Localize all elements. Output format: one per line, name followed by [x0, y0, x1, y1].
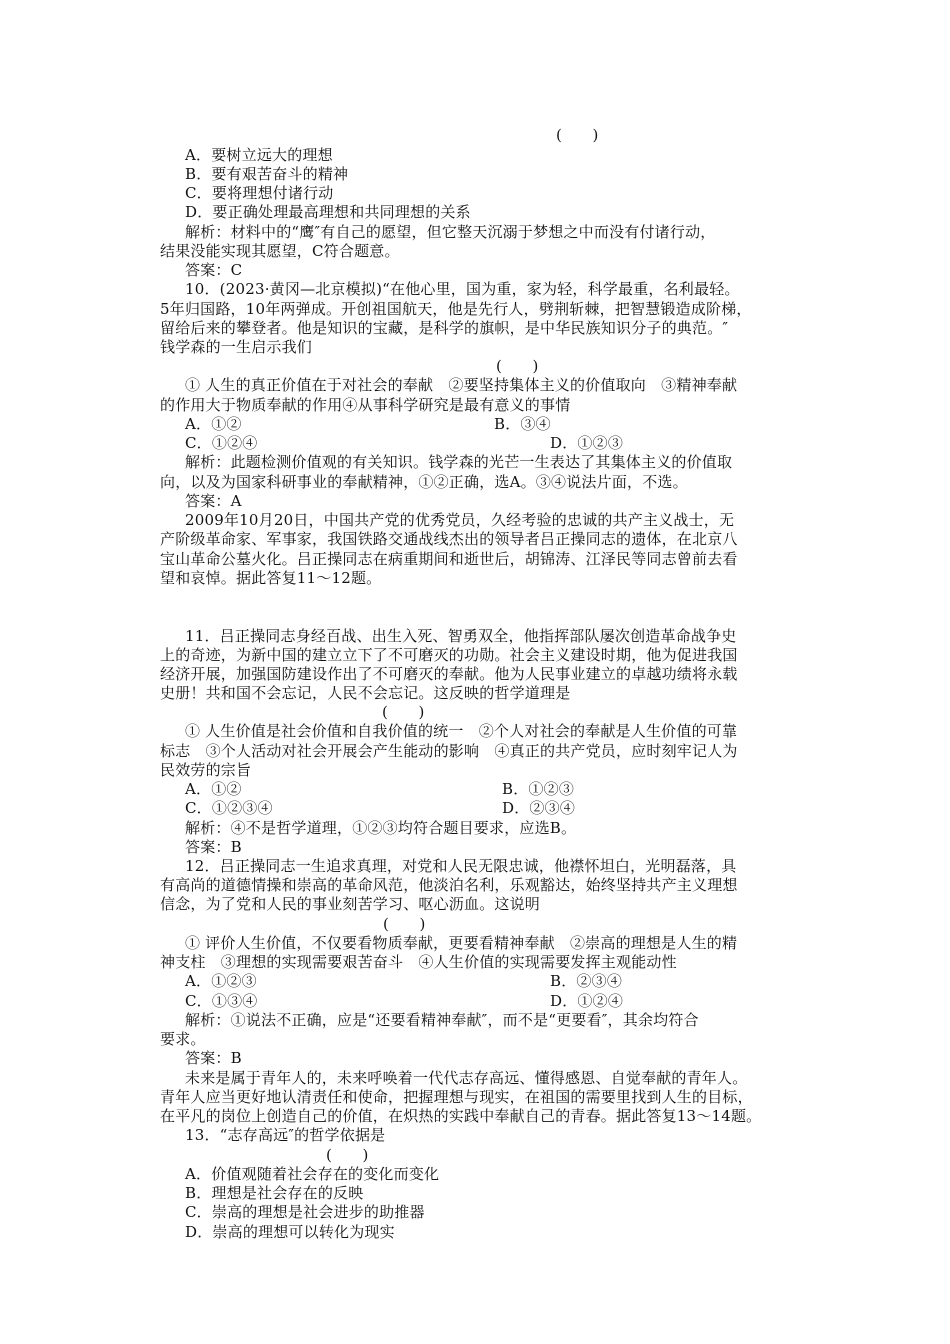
material-paragraph: 宝山革命公墓火化。吕正操同志在病重期间和逝世后，胡锦涛、江泽民等同志曾前去看	[160, 550, 738, 568]
question-10: 钱学森的一生启示我们	[160, 338, 313, 356]
option-a: A．①②	[185, 780, 242, 798]
option-b: B．要有艰苦奋斗的精神	[185, 165, 349, 183]
answer-bracket: ( )	[382, 703, 425, 721]
statement-options: 民效劳的宗旨	[160, 761, 252, 779]
material-paragraph: 未来是属于青年人的，未来呼唤着一代代志存高远、懂得感恩、自觉奉献的青年人。	[185, 1069, 748, 1087]
question-10: 5年归国路，10年两弹成。开创祖国航天，他是先行人，劈荆斩棘，把智慧锻造成阶梯，	[160, 300, 752, 318]
question-11: 经济开展，加强国防建设作出了不可磨灭的奉献。他为人民事业建立的卓越功绩将永载	[160, 665, 738, 683]
statement-options: ① 人生的真正价值在于对社会的奉献 ②要坚持集体主义的价值取向 ③精神奉献	[185, 376, 738, 394]
option-a: A．①②	[185, 415, 242, 433]
option-d: D．①②③	[550, 434, 624, 452]
answer-text: 答案：B	[185, 1049, 242, 1067]
question-12: 12．吕正操同志一生追求真理，对党和人民无限忠诚，他襟怀坦白，光明磊落，具	[185, 857, 737, 875]
option-d: D．崇高的理想可以转化为现实	[185, 1223, 395, 1241]
question-12: 有高尚的道德情操和崇高的革命风范，他淡泊名利，乐观豁达，始终坚持共产主义理想	[160, 876, 738, 894]
question-13: 13．“志存高远″的哲学依据是	[185, 1126, 386, 1144]
statement-options: ① 人生价值是社会价值和自我价值的统一 ②个人对社会的奉献是人生价值的可靠	[185, 722, 738, 740]
answer-bracket: ( )	[326, 1146, 369, 1164]
option-c: C．①②③④	[185, 799, 273, 817]
answer-text: 答案：B	[185, 838, 242, 856]
question-11: 11．吕正操同志身经百战、出生入死、智勇双全，他指挥部队屡次创造革命战争史	[185, 627, 737, 645]
option-c: C．崇高的理想是社会进步的助推器	[185, 1203, 425, 1221]
question-10: 10．(2023·黄冈—北京模拟)“在他心里，国为重，家为轻，科学最重，名利最轻。	[185, 280, 740, 298]
question-11: 上的奇迹，为新中国的建立立下了不可磨灭的功勋。社会主义建设时期，他为促进我国	[160, 646, 738, 664]
answer-text: 答案：C	[185, 261, 243, 279]
question-11: 史册！共和国不会忘记，人民不会忘记。这反映的哲学道理是	[160, 684, 571, 702]
question-12: 信念，为了党和人民的事业刻苦学习、呕心沥血。这说明	[160, 895, 541, 913]
answer-text: 答案：A	[185, 492, 242, 510]
statement-options: 的作用大于物质奉献的作用④从事科学研究是最有意义的事情	[160, 396, 571, 414]
option-a: A．①②③	[185, 972, 257, 990]
option-a: A．价值观随着社会存在的变化而变化	[185, 1165, 440, 1183]
analysis-text: 要求。	[160, 1030, 206, 1048]
analysis-text: 结果没能实现其愿望，C符合题意。	[160, 242, 400, 260]
question-10: 留给后来的攀登者。他是知识的宝藏，是科学的旗帜，是中华民族知识分子的典范。″	[160, 319, 729, 337]
analysis-text: 解析：此题检测价值观的有关知识。钱学森的光芒一生表达了其集体主义的价值取	[185, 453, 733, 471]
option-b: B．理想是社会存在的反映	[185, 1184, 364, 1202]
option-d: D．①②④	[550, 992, 624, 1010]
statement-options: ① 评价人生价值，不仅要看物质奉献，更要看精神奉献 ②崇高的理想是人生的精	[185, 934, 738, 952]
analysis-text: 向，以及为国家科研事业的奉献精神，①②正确，选A。③④说法片面，不选。	[160, 473, 688, 491]
option-b: B．③④	[494, 415, 551, 433]
statement-options: 标志 ③个人活动对社会开展会产生能动的影响 ④真正的共产党员，应时刻牢记人为	[160, 742, 738, 760]
analysis-text: 解析：①说法不正确，应是“还要看精神奉献″，而不是“更要看″，其余均符合	[185, 1011, 699, 1029]
material-paragraph: 2009年10月20日，中国共产党的优秀党员，久经考验的忠诚的共产主义战士，无	[185, 511, 735, 529]
material-paragraph: 青年人应当更好地认清责任和使命，把握理想与现实，在祖国的需要里找到人生的目标，	[160, 1088, 753, 1106]
option-c: C．要将理想付诸行动	[185, 184, 334, 202]
option-d: D．要正确处理最高理想和共同理想的关系	[185, 203, 471, 221]
material-paragraph: 产阶级革命家、军事家，我国铁路交通战线杰出的领导者吕正操同志的遗体，在北京八	[160, 530, 738, 548]
option-a: A．要树立远大的理想	[185, 146, 333, 164]
option-c: C．①②④	[185, 434, 258, 452]
material-paragraph: 望和哀悼。据此答复11～12题。	[160, 569, 382, 587]
answer-bracket: ( )	[383, 915, 426, 933]
analysis-text: 解析：材料中的“鹰″有自己的愿望，但它整天沉溺于梦想之中而没有付诸行动，	[185, 223, 716, 241]
option-b: B．②③④	[550, 972, 623, 990]
statement-options: 神支柱 ③理想的实现需要艰苦奋斗 ④人生价值的实现需要发挥主观能动性	[160, 953, 677, 971]
option-c: C．①③④	[185, 992, 258, 1010]
material-paragraph: 在平凡的岗位上创造自己的价值，在炽热的实践中奉献自己的青春。据此答复13～14题。	[160, 1107, 762, 1125]
option-b: B．①②③	[502, 780, 575, 798]
answer-bracket: ( )	[556, 126, 599, 144]
analysis-text: 解析：④不是哲学道理，①②③均符合题目要求，应选B。	[185, 819, 577, 837]
option-d: D．②③④	[502, 799, 576, 817]
answer-bracket: ( )	[496, 357, 539, 375]
